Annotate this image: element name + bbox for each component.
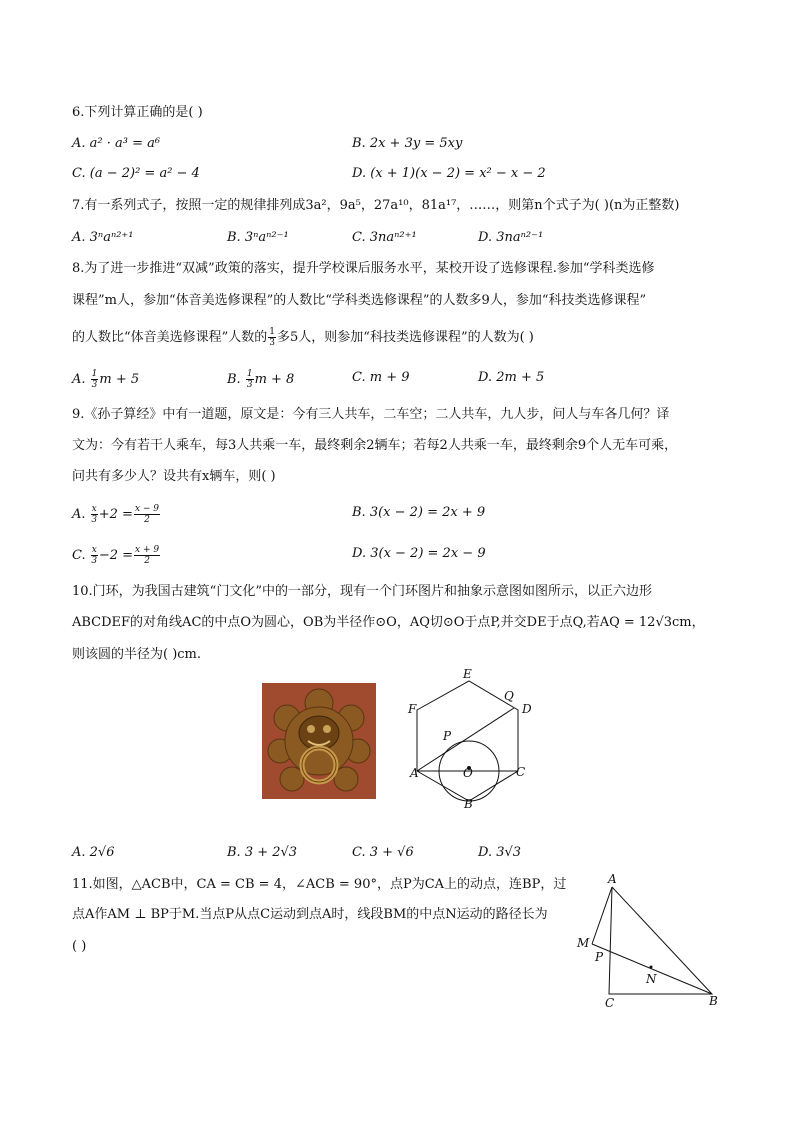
q7-option-c: C. 3naⁿ²⁺¹	[352, 230, 417, 245]
q10-option-b: B. 3 + 2√3	[227, 845, 298, 860]
q10-line3: 则该圆的半径为( )cm.	[72, 647, 202, 662]
label-a: A	[410, 766, 419, 780]
q6-stem: 6.下列计算正确的是( )	[72, 105, 203, 120]
door-knocker-photo	[262, 683, 376, 799]
q10-option-d: D. 3√3	[478, 845, 522, 860]
label-p: P	[443, 729, 452, 743]
q6-option-b: B. 2x + 3y = 5xy	[352, 136, 463, 151]
label-o: O	[463, 766, 473, 780]
q6-option-c: C. (a − 2)² = a² − 4	[72, 166, 200, 181]
q11-line2: 点A作AM ⊥ BP于M.当点P从点C运动到点A时，线段BM的中点N运动的路径长为	[72, 907, 548, 922]
hexagon-diagram	[400, 663, 540, 813]
q10-line1: 10.门环，为我国古建筑“门文化”中的一部分，现有一个门环图片和抽象示意图如图所示，以正六边形	[72, 584, 652, 599]
q8-option-b: B. $\frac{1}{3}$ m + 8	[227, 369, 295, 390]
q8-line2: 课程”m人，参加“体音美选修课程”的人数比“学科类选修课程”的人数多9人，参加“科技类选修课程”	[72, 293, 647, 308]
q8-option-c: C. m + 9	[352, 370, 410, 385]
q9-line2: 文为：今有若干人乘车，每3人共乘一车，最终剩余2辆车；若每2人共乘一车，最终剩余9个人无车可乘，	[72, 438, 678, 453]
label-d: D	[522, 702, 532, 716]
q10-option-a: A. 2√6	[72, 845, 115, 860]
q9-option-b: B. 3(x − 2) = 2x + 9	[352, 505, 486, 520]
label-n: N	[646, 972, 657, 986]
q11-line3: ( )	[72, 939, 87, 954]
triangle-diagram	[572, 872, 732, 1012]
label-f: F	[408, 702, 417, 716]
q9-line1: 9.《孙子算经》中有一道题，原文是：今有三人共车，二车空；二人共车，九人步，问人与车各几何？译	[72, 407, 670, 422]
fraction: $\frac{1}{3}$	[269, 327, 276, 348]
q10-option-c: C. 3 + √6	[352, 845, 414, 860]
q9-option-a: A. $\frac{x}{3}$ +2 = $\frac{x - 9}{2}$	[72, 504, 160, 525]
q7-stem: 7.有一系列式子，按照一定的规律排列成3a²，9a⁵，27a¹⁰，81a¹⁷，……，则第n个式子为( )(n为正整数)	[72, 198, 680, 213]
label-b2: B	[709, 994, 718, 1008]
label-e: E	[463, 667, 472, 681]
q8-option-a: A. $\frac{1}{3}$ m + 5	[72, 369, 140, 390]
q7-option-d: D. 3naⁿ²⁻¹	[478, 230, 544, 245]
q9-line3: 问共有多少人？设共有x辆车，则( )	[72, 469, 276, 484]
q8-line3-post: 多5人，则参加“科技类选修课程”的人数为( )	[277, 330, 534, 345]
q8-line3	[72, 327, 534, 348]
label-p2: P	[595, 950, 604, 964]
q9-option-d: D. 3(x − 2) = 2x − 9	[352, 546, 486, 561]
label-q: Q	[504, 689, 514, 703]
q6-option-d: D. (x + 1)(x − 2) = x² − x − 2	[352, 166, 546, 181]
label-b: B	[464, 797, 473, 811]
q8-line3-pre: 的人数比“体音美选修课程”人数的	[72, 330, 268, 345]
q8-option-d: D. 2m + 5	[478, 370, 545, 385]
q9-option-c: C. $\frac{x}{3}$ −2 = $\frac{x + 9}{2}$	[72, 545, 160, 566]
label-c2: C	[605, 996, 615, 1010]
q11-line1: 11.如图，△ACB中，CA = CB = 4，∠ACB = 90°，点P为CA上的动点，连BP，过	[72, 877, 567, 892]
q7-option-a: A. 3ⁿaⁿ²⁺¹	[72, 230, 134, 245]
q8-line1: 8.为了进一步推进“双减”政策的落实，提升学校课后服务水平，某校开设了选修课程.参加“学科类选修	[72, 261, 655, 276]
q7-option-b: B. 3ⁿaⁿ²⁻¹	[227, 230, 289, 245]
label-c: C	[516, 765, 526, 779]
label-m: M	[577, 936, 590, 950]
q10-line2: ABCDEF的对角线AC的中点O为圆心，OB为半径作⊙O，AQ切⊙O于点P,并交DE于点Q,若AQ = 12√3cm，	[72, 615, 705, 630]
q6-option-a: A. a² · a³ = a⁶	[72, 136, 161, 151]
label-a2: A	[608, 872, 617, 886]
